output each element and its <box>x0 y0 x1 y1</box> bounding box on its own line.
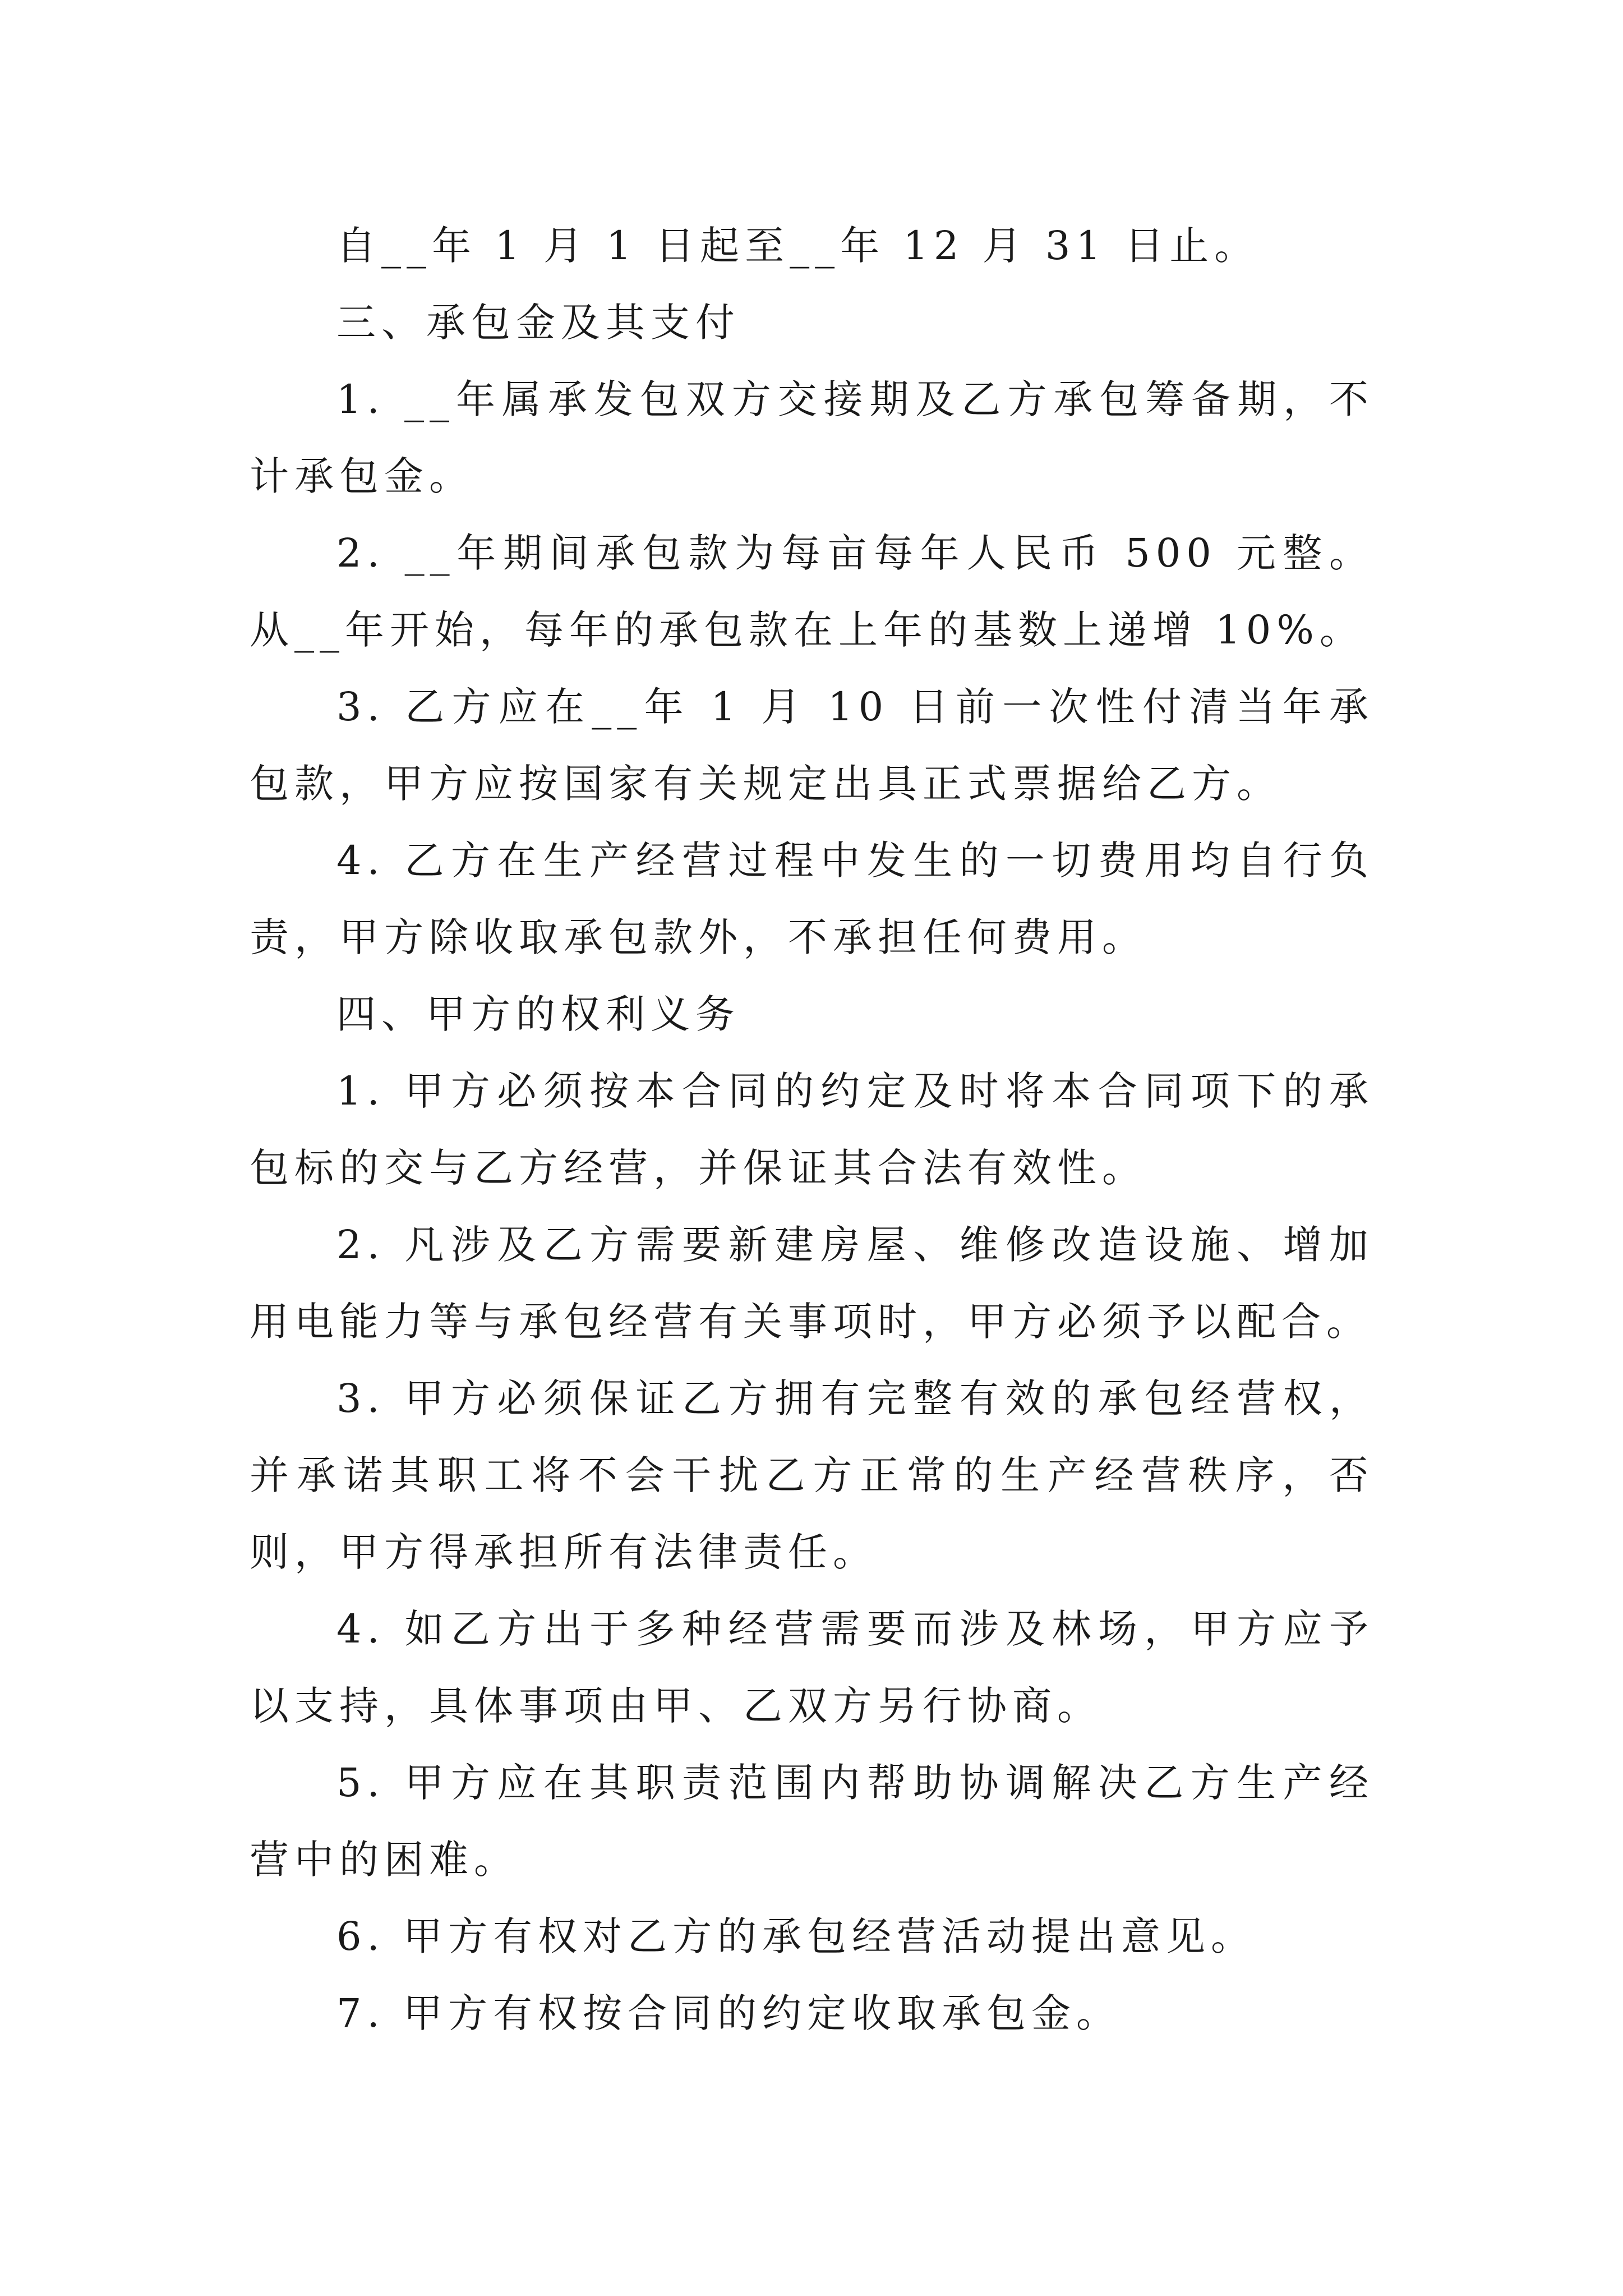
paragraph-4-2: 2. 凡涉及乙方需要新建房屋、维修改造设施、增加用电能力等与承包经营有关事项时，甲方必须予以配合。 <box>250 1222 1374 1345</box>
paragraph-4-1: 1. 甲方必须按本合同的约定及时将本合同项下的承包标的交与乙方经营，并保证其合法有效性。 <box>250 1068 1374 1191</box>
paragraph-3-4: 4. 乙方在生产经营过程中发生的一切费用均自行负责，甲方除收取承包款外，不承担任何费用。 <box>250 838 1374 960</box>
paragraph-term-period: 自__年 1 月 1 日起至__年 12 月 31 日止。 <box>336 223 1260 269</box>
paragraph-4-6: 6. 甲方有权对乙方的承包经营活动提出意见。 <box>336 1913 1256 1959</box>
paragraph-4-3: 3. 甲方必须保证乙方拥有完整有效的承包经营权，并承诺其职工将不会干扰乙方正常的生产经营秩序，否则，甲方得承担所有法律责任。 <box>250 1375 1374 1575</box>
paragraph-4-4: 4. 如乙方出于多种经营需要而涉及林场，甲方应予以支持，具体事项由甲、乙双方另行协商。 <box>250 1606 1374 1729</box>
paragraph-4-7: 7. 甲方有权按合同的约定收取承包金。 <box>336 1990 1122 2036</box>
paragraph-3-3: 3. 乙方应在__年 1 月 10 日前一次性付清当年承包款，甲方应按国家有关规定出具正式票据给乙方。 <box>250 684 1374 807</box>
document-body <box>250 208 1374 2052</box>
heading-section-4: 四、甲方的权利义务 <box>336 991 740 1037</box>
paragraph-3-2: 2. __年期间承包款为每亩每年人民币 500 元整。从__年开始，每年的承包款在上年的基数上递增 10%。 <box>250 530 1374 653</box>
paragraph-3-1: 1. __年属承发包双方交接期及乙方承包筹备期，不计承包金。 <box>250 376 1374 499</box>
paragraph-4-5: 5. 甲方应在其职责范围内帮助协调解决乙方生产经营中的困难。 <box>250 1760 1374 1883</box>
heading-section-3: 三、承包金及其支付 <box>336 300 740 346</box>
